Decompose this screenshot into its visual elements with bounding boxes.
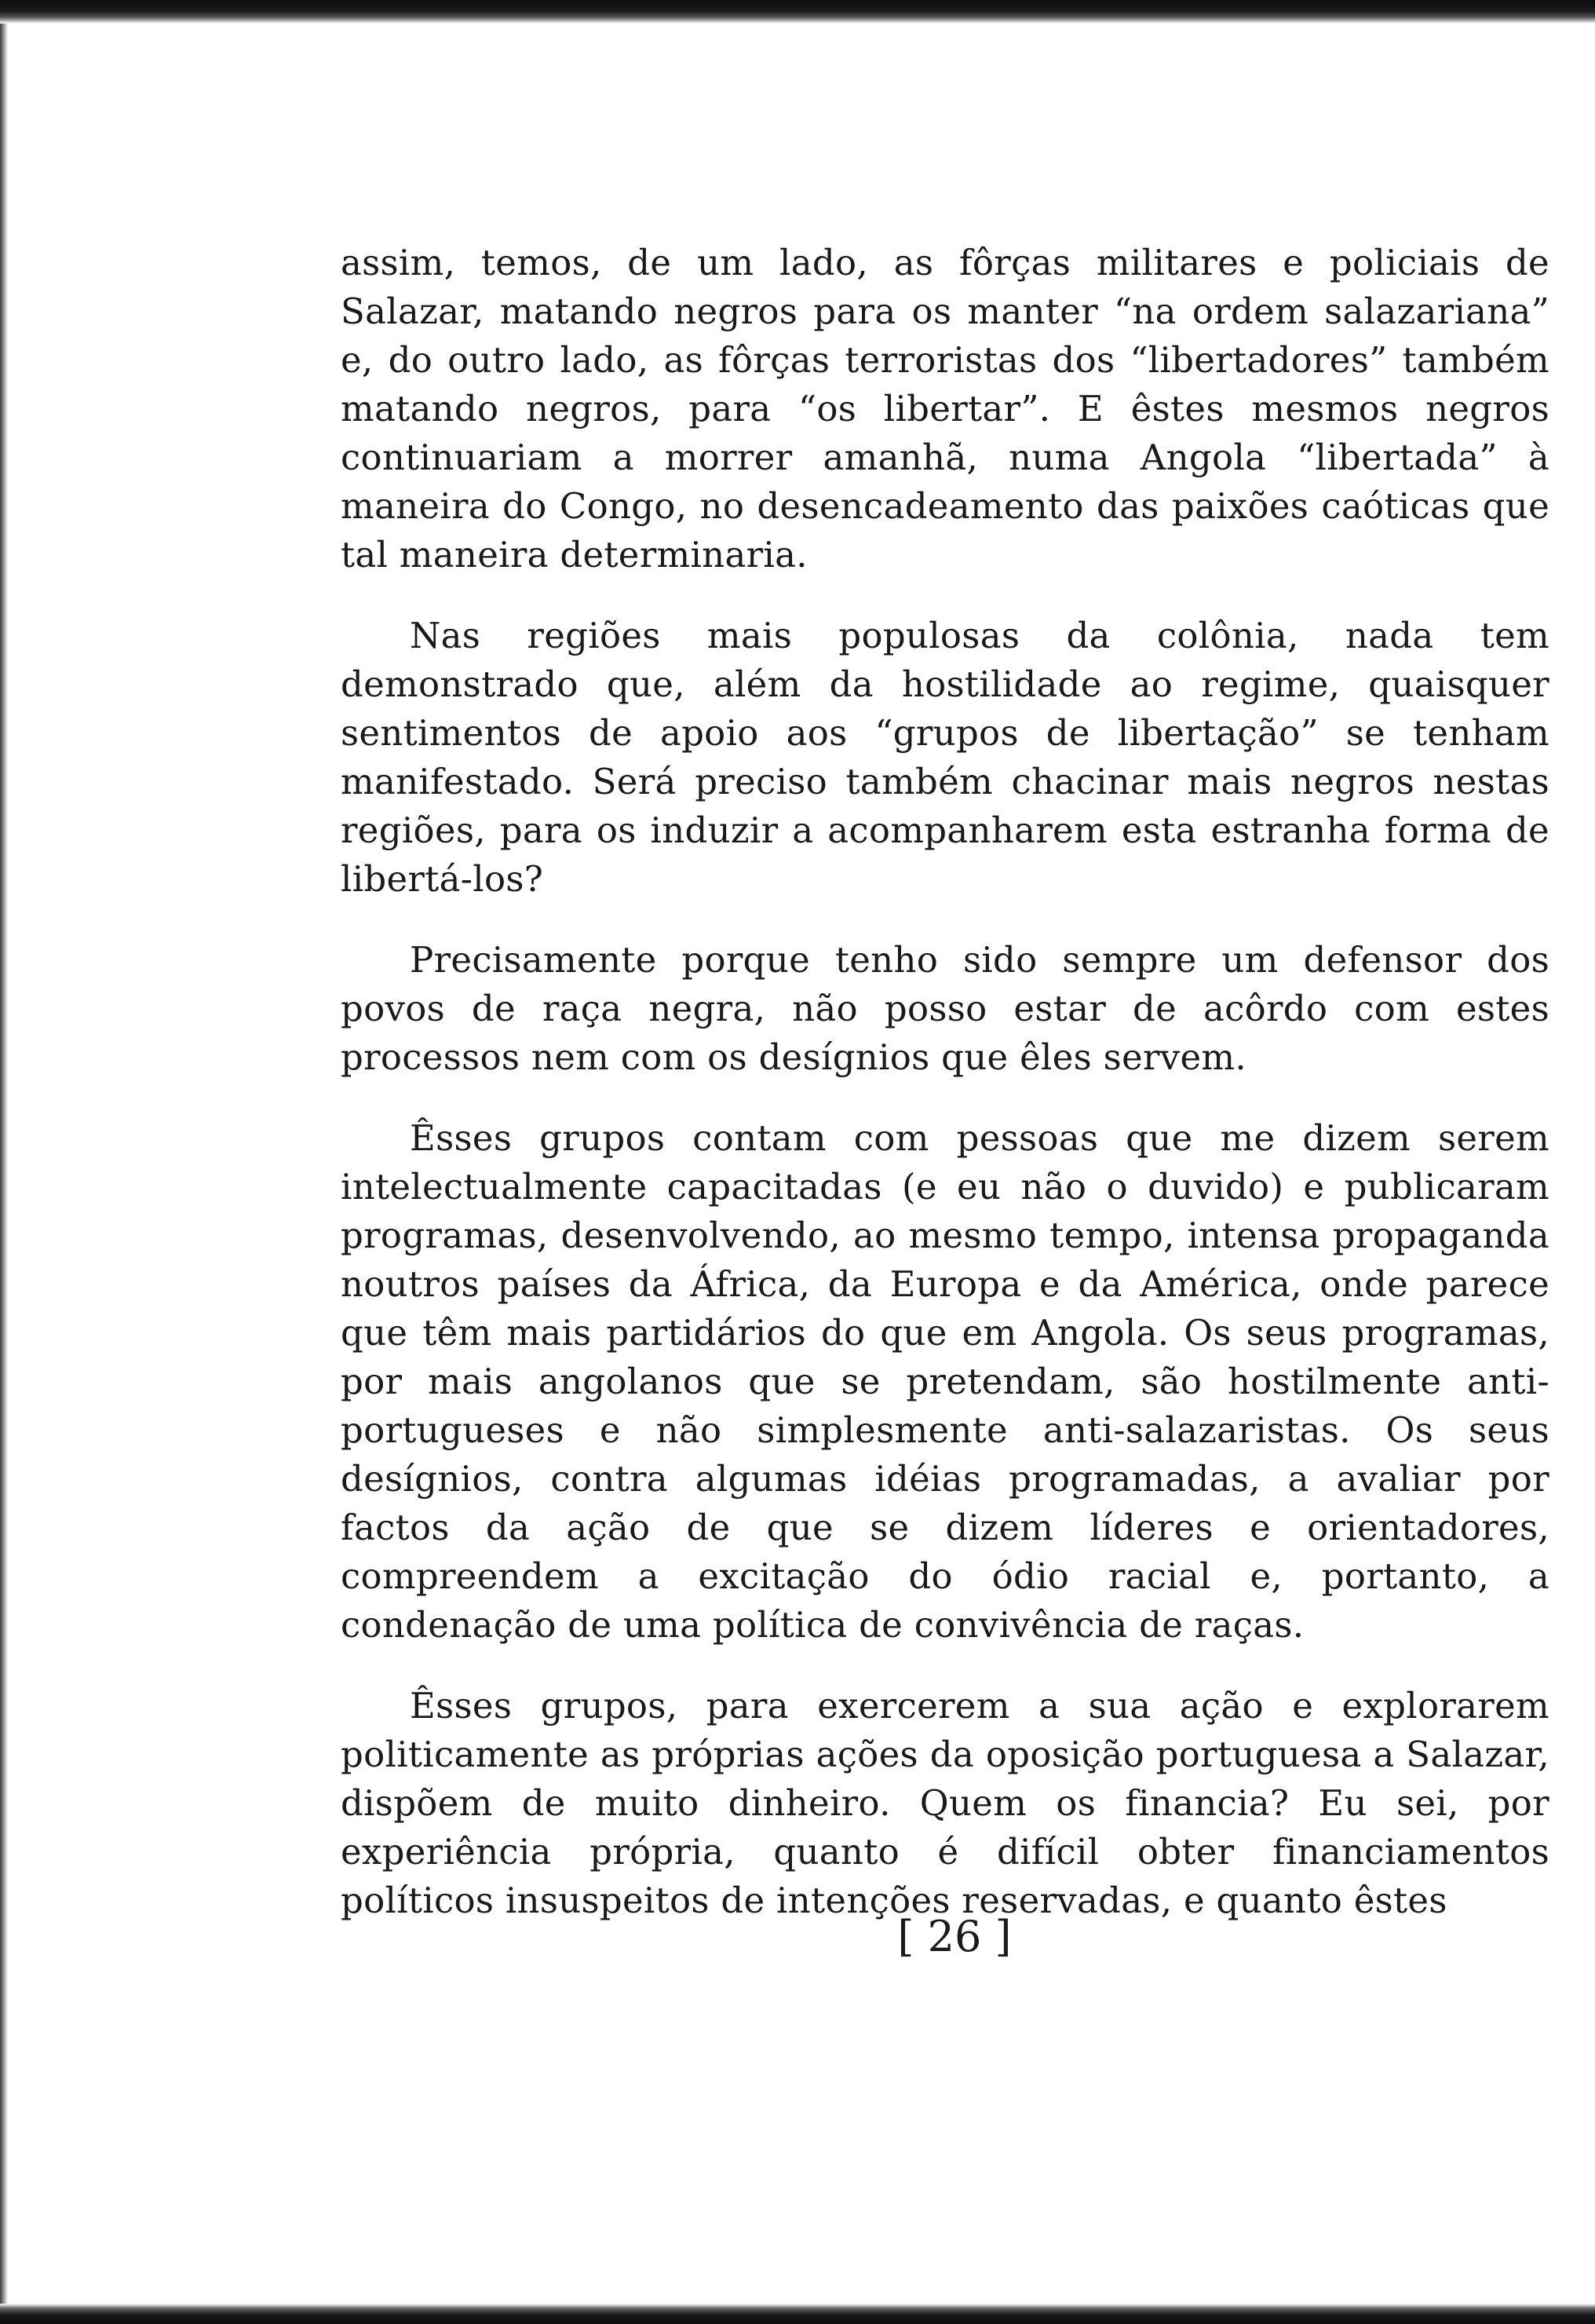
paragraph-4: Êsses grupos contam com pessoas que me dizem serem intelectualmente capacitadas (e eu não o duvido) e publicaram programas, desenvolvendo, ao mesmo tempo, intensa propaganda noutros países da África, da Europa e da América, onde parece que têm mais partidários do que em Angola. Os seus programas, por mais angolanos que se pretendam, são hostilmente anti-portugueses e não simplesmente anti-salazaristas. Os seus desígnios, contra algumas idéias programadas, a avaliar por factos da ação de que se dizem líderes e orientadores, compreendem a excitação do ódio racial e, portanto, a condenação de uma política de convivência de raças. bbox=[341, 1117, 1549, 1646]
paragraph-3: Precisamente porque tenho sido sempre um defensor dos povos de raça negra, não posso estar de acôrdo com estes processos nem com os desígnios que êles servem. bbox=[341, 939, 1549, 1078]
paragraph-1: assim, temos, de um lado, as fôrças militares e policiais de Salazar, matando negros para os manter “na ordem salazariana” e, do outro lado, as fôrças terroristas dos “libertadores” também matando negros, para “os libertar”. E êstes mesmos negros continuariam a morrer amanhã, numa Angola “libertada” à maneira do Congo, no desencadeamento das paixões caóticas que tal maneira determinaria. bbox=[341, 242, 1549, 576]
scan-edge-bottom bbox=[0, 2304, 1595, 2324]
paragraph-2: Nas regiões mais populosas da colônia, nada tem demonstrado que, além da hostilidade ao regime, quaisquer sentimentos de apoio aos “grupos de libertação” se tenham manifestado. Será preciso também chacinar mais negros nestas regiões, para os induzir a acompanharem esta estranha forma de libertá-los? bbox=[341, 615, 1549, 900]
page-number: [ 26 ] bbox=[897, 1912, 1012, 1961]
scan-edge-top bbox=[0, 0, 1595, 24]
paragraph-5: Êsses grupos, para exercerem a sua ação e explorarem politicamente as próprias ações da oposição portuguesa a Salazar, dispõem de muito dinheiro. Quem os financia? Eu sei, por experiência própria, quanto é difícil obter financiamentos políticos insuspeitos de intenções reservadas, e quanto êstes bbox=[341, 1685, 1549, 1921]
scan-edge-left bbox=[0, 24, 8, 2304]
page-body bbox=[341, 239, 1549, 1957]
